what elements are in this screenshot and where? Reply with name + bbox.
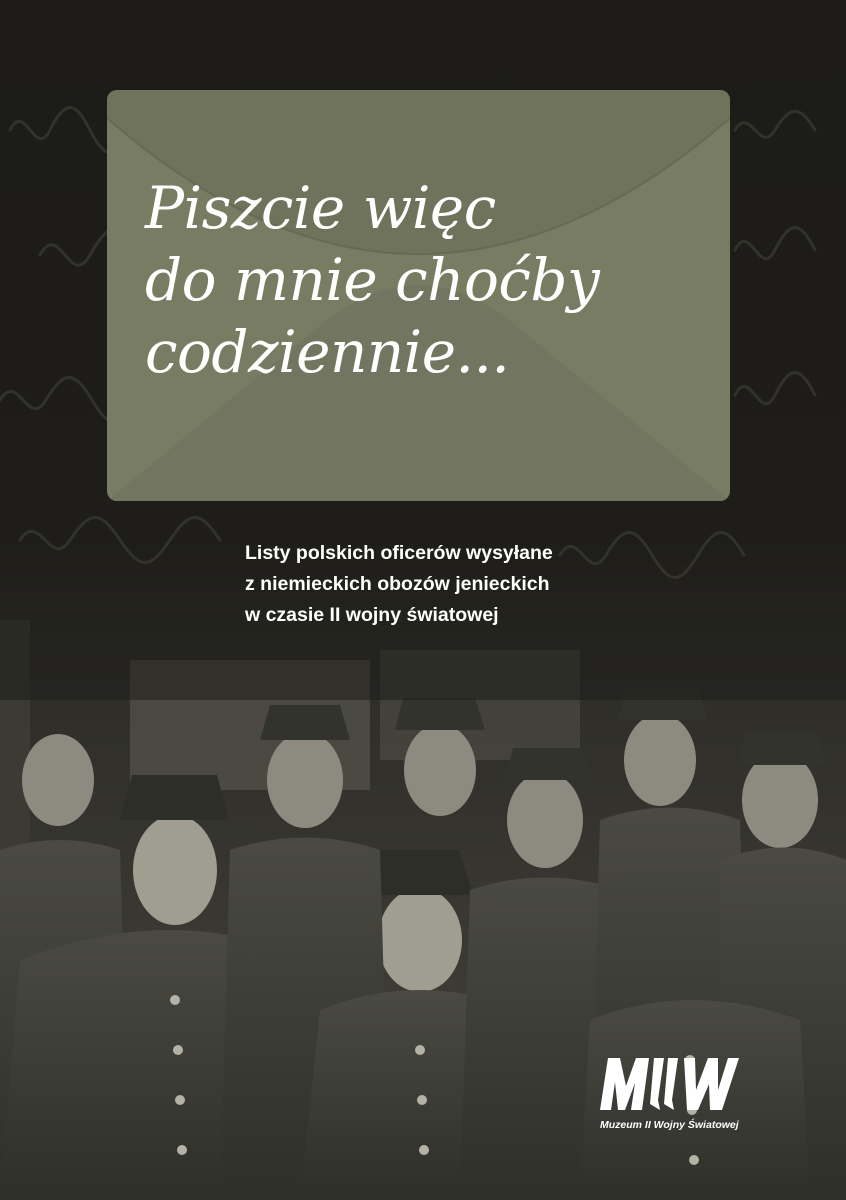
title-line: codziennie... xyxy=(145,318,510,386)
book-subtitle xyxy=(245,538,665,631)
title-line: Piszcie więc xyxy=(145,174,496,242)
subtitle-line: Listy polskich oficerów wysyłane xyxy=(245,542,553,564)
book-title xyxy=(145,172,705,388)
subtitle-line: z niemieckich obozów jenieckich xyxy=(245,573,550,595)
title-line: do mnie choćby xyxy=(145,246,600,314)
museum-logo-tagline: Muzeum II Wojny Światowej xyxy=(600,1119,739,1131)
subtitle-line: w czasie II wojny światowej xyxy=(245,604,499,626)
